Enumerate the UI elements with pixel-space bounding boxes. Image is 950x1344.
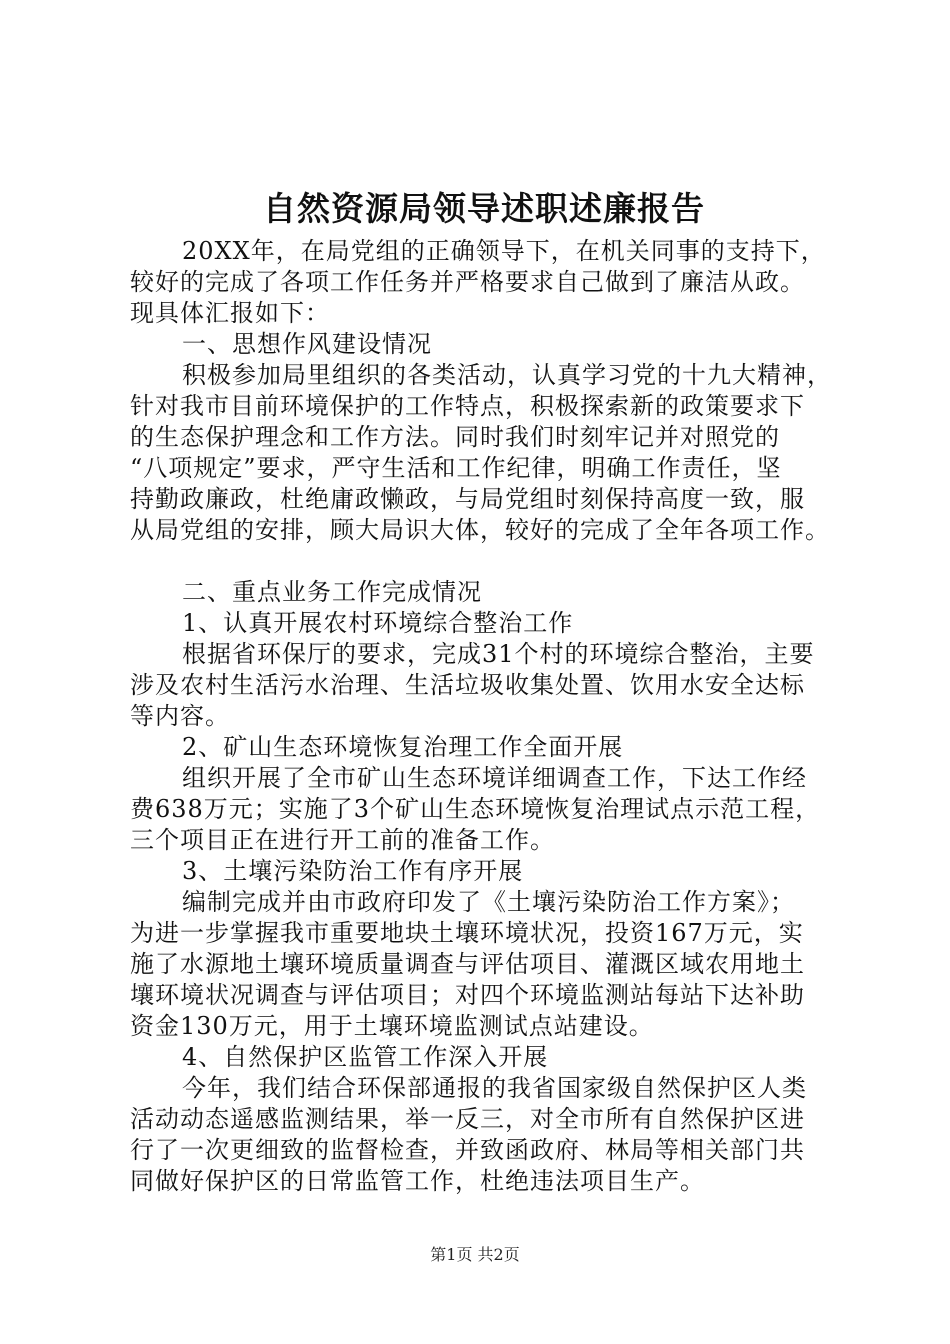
text-line: 3、土壤污染防治工作有序开展	[182, 857, 524, 885]
text-line: 组织开展了全市矿山生态环境详细调查工作，下达工作经	[182, 764, 807, 792]
text-line: 二、重点业务工作完成情况	[182, 578, 482, 606]
text-line: 1、认真开展农村环境综合整治工作	[182, 609, 574, 637]
text-line: 今年，我们结合环保部通报的我省国家级自然保护区人类	[182, 1074, 807, 1102]
text-line: 4、自然保护区监管工作深入开展	[182, 1043, 549, 1071]
page-footer: 第1页 共2页	[430, 1245, 520, 1264]
text-line: 费638万元；实施了3个矿山生态环境恢复治理试点示范工程，	[130, 795, 821, 823]
text-line: 的生态保护理念和工作方法。同时我们时刻牢记并对照党的	[130, 423, 780, 451]
text-line: 现具体汇报如下：	[130, 299, 330, 327]
text-line: 较好的完成了各项工作任务并严格要求自己做到了廉洁从政。	[130, 268, 805, 296]
text-line: 编制完成并由市政府印发了《土壤污染防治工作方案》；	[182, 888, 795, 916]
text-line: 三个项目正在进行开工前的准备工作。	[130, 826, 555, 854]
text-line: 2、矿山生态环境恢复治理工作全面开展	[182, 733, 624, 761]
text-line: 根据省环保厅的要求，完成31个村的环境综合整治，主要	[182, 640, 815, 668]
text-line: 持勤政廉政，杜绝庸政懒政，与局党组时刻保持高度一致，服	[130, 485, 805, 513]
document-title: 自然资源局领导述职述廉报告	[263, 189, 705, 228]
text-line: 针对我市目前环境保护的工作特点，积极探索新的政策要求下	[130, 392, 805, 420]
text-line: 同做好保护区的日常监管工作，杜绝违法项目生产。	[130, 1167, 705, 1195]
text-line: 涉及农村生活污水治理、生活垃圾收集处置、饮用水安全达标	[130, 671, 805, 699]
blank-line	[130, 546, 838, 577]
text-line: 壤环境状况调查与评估项目；对四个环境监测站每站下达补助	[130, 981, 805, 1009]
text-line: 活动动态遥感监测结果，举一反三，对全市所有自然保护区进	[130, 1105, 805, 1133]
text-line: 行了一次更细致的监督检查，并致函政府、林局等相关部门共	[130, 1136, 805, 1164]
text-line: 积极参加局里组织的各类活动，认真学习党的十九大精神，	[182, 361, 832, 389]
document-page	[130, 186, 838, 1197]
text-line: 从局党组的安排，顾大局识大体，较好的完成了全年各项工作。	[130, 516, 830, 544]
document-body	[130, 236, 838, 1197]
text-line: 施了水源地土壤环境质量调查与评估项目、灌溉区域农用地土	[130, 950, 805, 978]
text-line: 资金130万元，用于土壤环境监测试点站建设。	[130, 1012, 654, 1040]
text-line: 20XX年，在局党组的正确领导下，在机关同事的支持下，	[182, 237, 826, 265]
text-line: 为进一步掌握我市重要地块土壤环境状况，投资167万元，实	[130, 919, 804, 947]
text-line: “八项规定”要求，严守生活和工作纪律，明确工作责任，坚	[130, 454, 782, 482]
text-line: 等内容。	[130, 702, 230, 730]
text-line: 一、思想作风建设情况	[182, 330, 432, 358]
